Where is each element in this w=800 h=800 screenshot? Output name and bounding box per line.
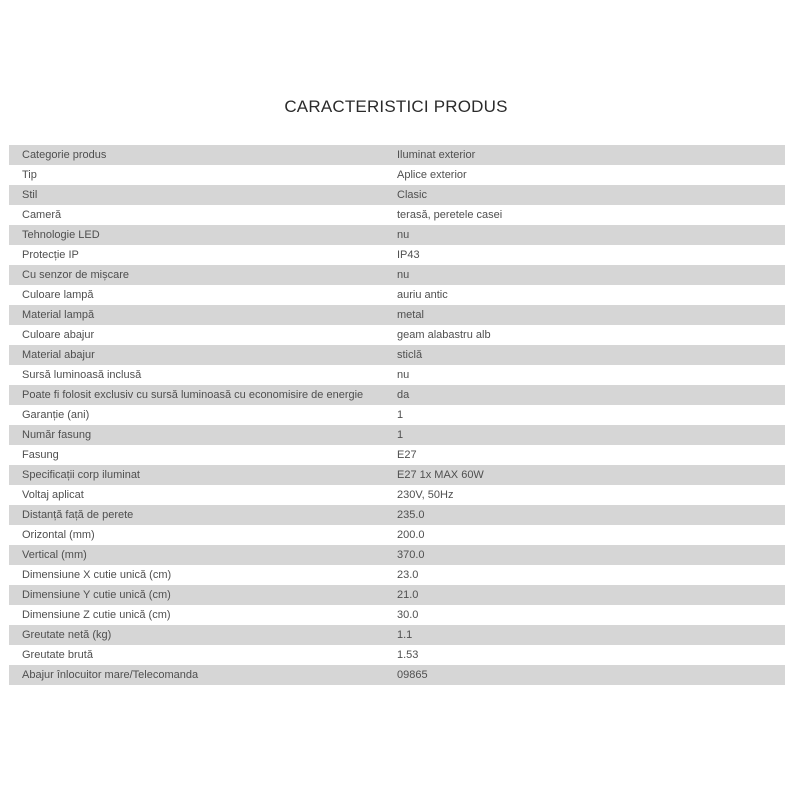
spec-value: 1 [397, 409, 404, 421]
spec-value: E27 [397, 449, 417, 461]
specs-table [9, 145, 785, 685]
spec-value: Aplice exterior [397, 169, 467, 181]
spec-row [9, 205, 785, 225]
spec-label: Orizontal (mm) [22, 529, 95, 541]
spec-label: Poate fi folosit exclusiv cu sursă luminoasă cu economisire de energie [22, 389, 364, 401]
spec-row [9, 365, 785, 385]
spec-label: Fasung [22, 449, 59, 461]
spec-row [9, 565, 785, 585]
spec-label: Material abajur [22, 349, 95, 361]
spec-row [9, 285, 785, 305]
spec-label: Vertical (mm) [22, 549, 87, 561]
spec-value: auriu antic [397, 289, 448, 301]
spec-row [9, 185, 785, 205]
spec-label: Categorie produs [22, 149, 107, 161]
spec-row [9, 145, 785, 165]
spec-row [9, 245, 785, 265]
spec-value: metal [397, 309, 424, 321]
spec-label: Număr fasung [22, 429, 92, 441]
spec-value: 370.0 [397, 549, 425, 561]
spec-row [9, 225, 785, 245]
spec-row [9, 645, 785, 665]
spec-label: Tehnologie LED [22, 229, 100, 241]
spec-value: Clasic [397, 189, 427, 201]
spec-value: 1.53 [397, 649, 419, 661]
spec-row [9, 665, 785, 685]
spec-label: Stil [22, 189, 38, 201]
spec-label: Protecție IP [22, 249, 79, 261]
spec-label: Garanție (ani) [22, 409, 90, 421]
spec-row [9, 525, 785, 545]
spec-label: Cameră [22, 209, 62, 221]
spec-value: nu [397, 229, 410, 241]
spec-label: Voltaj aplicat [22, 489, 84, 501]
spec-value: Iluminat exterior [397, 149, 476, 161]
spec-value: E27 1x MAX 60W [397, 469, 484, 481]
spec-label: Dimensiune X cutie unică (cm) [22, 569, 172, 581]
spec-row [9, 465, 785, 485]
spec-row [9, 385, 785, 405]
spec-value: sticlă [397, 349, 423, 361]
spec-value: 235.0 [397, 509, 425, 521]
spec-label: Greutate brută [22, 649, 93, 661]
spec-label: Material lampă [22, 309, 95, 321]
spec-label: Dimensiune Y cutie unică (cm) [22, 589, 171, 601]
spec-value: 200.0 [397, 529, 425, 541]
page-title: CARACTERISTICI PRODUS [284, 97, 508, 116]
spec-value: nu [397, 269, 410, 281]
spec-row [9, 545, 785, 565]
spec-row [9, 165, 785, 185]
spec-label: Sursă luminoasă inclusă [22, 369, 142, 381]
spec-value: 1 [397, 429, 404, 441]
spec-row [9, 325, 785, 345]
spec-row [9, 445, 785, 465]
spec-label: Culoare lampă [22, 289, 94, 301]
spec-value: 30.0 [397, 609, 419, 621]
spec-label: Abajur înlocuitor mare/Telecomanda [22, 669, 199, 681]
spec-label: Dimensiune Z cutie unică (cm) [22, 609, 171, 621]
spec-value: nu [397, 369, 410, 381]
spec-value: 09865 [397, 669, 428, 681]
spec-row [9, 485, 785, 505]
spec-row [9, 425, 785, 445]
spec-row [9, 605, 785, 625]
spec-value: 21.0 [397, 589, 419, 601]
spec-label: Greutate netă (kg) [22, 629, 112, 641]
spec-value: da [397, 389, 410, 401]
spec-row [9, 505, 785, 525]
spec-row [9, 305, 785, 325]
spec-label: Cu senzor de mișcare [22, 269, 129, 281]
spec-row [9, 265, 785, 285]
spec-label: Distanță față de perete [22, 509, 134, 521]
spec-value: 23.0 [397, 569, 419, 581]
spec-value: geam alabastru alb [397, 329, 491, 341]
spec-value: IP43 [397, 249, 420, 261]
spec-label: Specificații corp iluminat [22, 469, 140, 481]
spec-row [9, 585, 785, 605]
spec-value: terasă, peretele casei [397, 209, 503, 221]
spec-label: Tip [22, 169, 37, 181]
spec-row [9, 405, 785, 425]
spec-row [9, 625, 785, 645]
spec-label: Culoare abajur [22, 329, 95, 341]
spec-row [9, 345, 785, 365]
spec-value: 1.1 [397, 629, 413, 641]
spec-value: 230V, 50Hz [397, 489, 454, 501]
